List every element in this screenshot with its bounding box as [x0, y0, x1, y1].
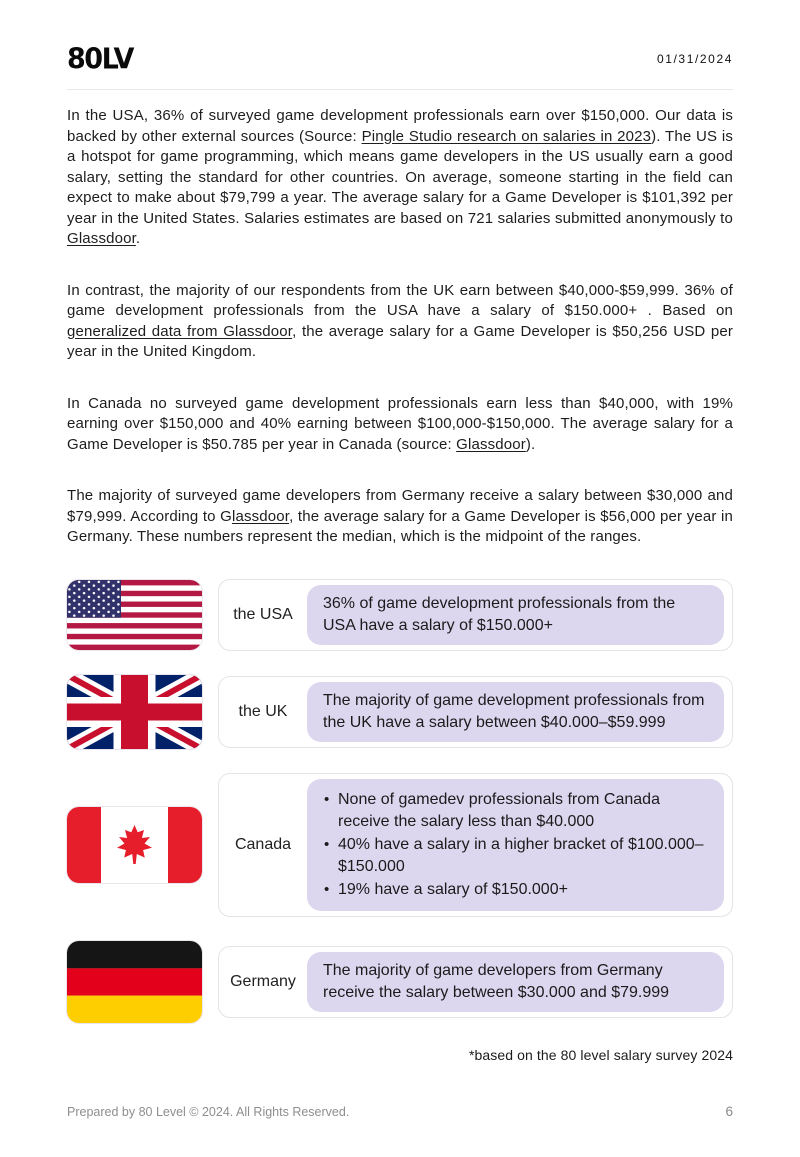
germany-flag-icon: [67, 941, 202, 1023]
country-label: Canada: [234, 835, 292, 853]
canada-flag: [67, 807, 202, 883]
paragraph-uk: [67, 281, 733, 363]
link-glassdoor-canada[interactable]: Glassdoor: [456, 435, 526, 453]
text-segment: ). The US is a hotspot for game programming, which means game developers in the US usually earn a good salary, setting the standard for other countries. On average, someone starting in the field can expect to make about $79,799 a year. The average salary for a Game Developer is $101,392 per year in the United States. Salaries estimates are based on 721 salaries submitted anonymously to: [67, 127, 734, 227]
usa-flag: [67, 580, 202, 650]
country-card-uk: [218, 676, 733, 748]
paragraph-canada: [67, 394, 733, 456]
link-glassdoor-germany[interactable]: lassdoor: [232, 507, 290, 525]
paragraph-germany: [67, 486, 733, 548]
country-row-uk: [67, 675, 733, 749]
canada-flag-icon: [67, 807, 202, 883]
uk-flag: [67, 675, 202, 749]
country-label: the USA: [233, 605, 293, 623]
country-row-germany: [67, 941, 733, 1023]
text-segment: The majority of surveyed game developers from Germany receive a salary between $30,000 and $79,999. According to G: [67, 487, 733, 525]
bullet-item: • None of gamedev professionals from Canada receive the salary less than $40.000: [323, 789, 708, 833]
country-label: the UK: [238, 702, 288, 720]
bullet-item: • 40% have a salary in a higher bracket of $100.000–$150.000: [323, 834, 708, 878]
paragraph-usa: [67, 106, 733, 250]
text-segment: In the USA, 36% of surveyed game development professionals earn over $150,000. Our data is backed by other external sources (Source:: [67, 107, 733, 145]
highlight-box: The majority of game developers from Germany receive the salary between $30.000 and $79.999: [307, 952, 724, 1012]
country-row-usa: [67, 579, 733, 651]
text-segment: , the average salary for a Game Developer is $56,000 per year in Germany. These numbers represent the median, which is the midpoint of the ranges.: [67, 507, 733, 545]
country-card-germany: [218, 946, 733, 1018]
canada-bullet-list: [323, 789, 708, 901]
text-segment: , the average salary for a Game Developer is $50,256 USD per year in the United Kingdom.: [67, 322, 733, 360]
report-date: 01/31/2024: [656, 52, 733, 66]
link-glassdoor-uk[interactable]: generalized data from Glassdoor: [67, 322, 293, 340]
text-segment: In contrast, the majority of our respondents from the UK earn between $40,000-$59,999. 36% of game development professionals from the USA have a salary of $150.000+ . Based on: [67, 281, 733, 319]
text-segment: In Canada no surveyed game development professionals earn less than $40,000, with 19% earning over $150,000 and 40% earning between $100,000-$150,000. The average salary for a Game Developer is $50.785 per year in Canada (source:: [67, 394, 733, 453]
brand-logo: 80LV: [67, 42, 133, 76]
country-card-usa: [218, 579, 733, 651]
country-label: Germany: [230, 972, 296, 990]
uk-flag-icon: [67, 675, 202, 749]
highlight-box: 36% of game development professionals from the USA have a salary of $150.000+: [307, 585, 724, 645]
bullet-item: • 19% have a salary of $150.000+: [323, 879, 708, 901]
page-number: 6: [725, 1104, 733, 1119]
page-footer: [67, 1104, 733, 1119]
country-card-canada: [218, 773, 733, 917]
text-segment: ).: [525, 435, 536, 453]
highlight-box: [307, 779, 724, 911]
header-divider: [67, 89, 733, 90]
germany-flag: [67, 941, 202, 1023]
country-row-canada: [67, 773, 733, 917]
usa-flag-icon: [67, 580, 202, 650]
country-summary-list: [67, 579, 733, 1023]
link-pingle-studio-research[interactable]: Pingle Studio research on salaries in 2023: [361, 127, 652, 145]
copyright-text: Prepared by 80 Level © 2024. All Rights Reserved.: [67, 1105, 350, 1119]
link-glassdoor-usa[interactable]: Glassdoor: [67, 230, 136, 247]
highlight-box: The majority of game development professionals from the UK have a salary between $40.000–$59.999: [307, 682, 724, 742]
content: [67, 106, 733, 1063]
text-segment: .: [135, 230, 141, 247]
survey-footnote: *based on the 80 level salary survey 2024: [468, 1046, 733, 1063]
page-header: [67, 0, 733, 76]
